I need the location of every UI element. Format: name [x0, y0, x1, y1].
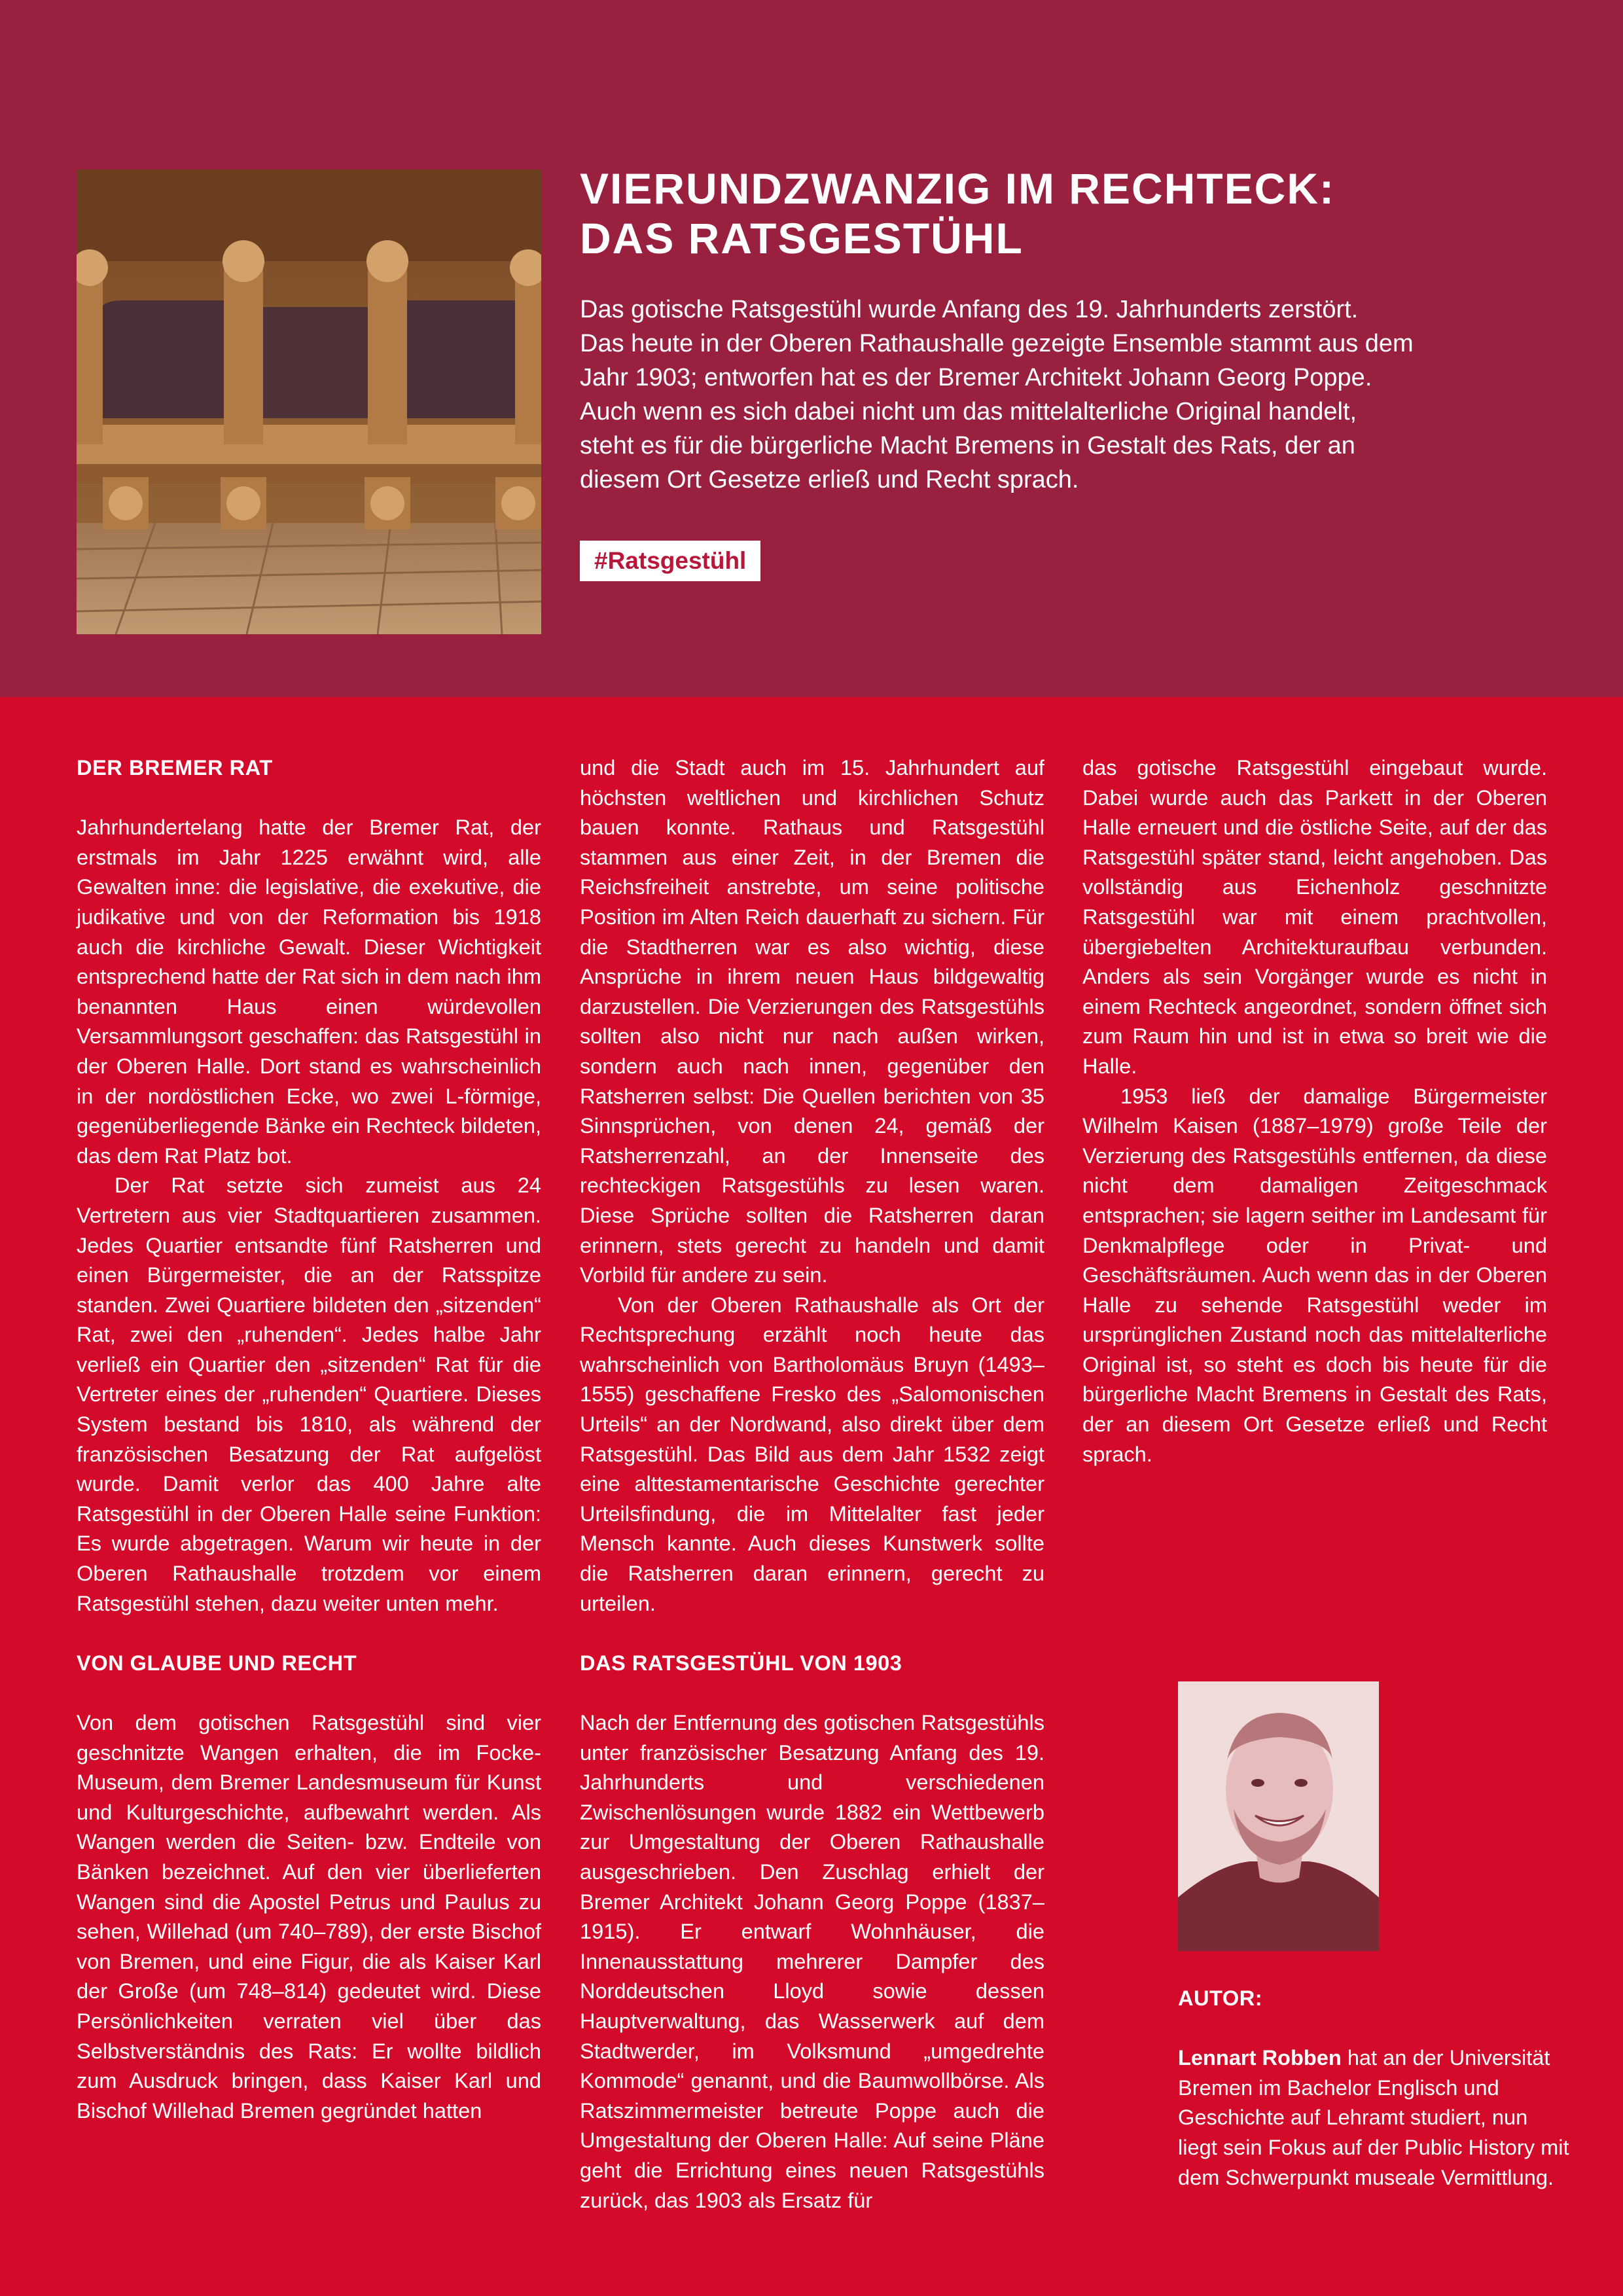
- heading-bremer-rat: DER BREMER RAT: [77, 755, 273, 780]
- paragraph-glaube-recht-2: Von der Oberen Rathaushalle als Ort der Rechtsprechung erzählt noch heute das wahrscheinlich von Bartholomäus Bruyn (1493–1555) geschaffene Fresko des „Salomonischen Urteils“ an der Nordwand, also direkt über dem Ratsgestühl. Das Bild aus dem Jahr 1532 zeigt eine alttestamentarische Geschichte gerechter Urteilsfindung, die im Mittelalter fast jeder Mensch kannte. Auch dieses Kunstwerk sollte die Ratsherren daran erinnern, gerecht zu urteilen.: [580, 1292, 1044, 1615]
- author-portrait: [1178, 1681, 1379, 1951]
- author-heading: AUTOR:: [1178, 1986, 1263, 2010]
- heading-ratsgestuehl-1903: DAS RATSGESTÜHL VON 1903: [580, 1650, 902, 1675]
- intro-line-6: diesem Ort Gesetze erließ und Recht sprach.: [580, 466, 1079, 493]
- column-2: [580, 753, 1044, 2215]
- column-3: [1082, 753, 1547, 1469]
- title-line-1: VIERUNDZWANZIG IM RECHTECK:: [580, 164, 1335, 213]
- author-name: Lennart Robben: [1178, 2045, 1342, 2070]
- paragraph-glaube-recht-1a: Von dem gotischen Ratsgestühl sind vier geschnitzte Wangen erhalten, die im Focke-Museum, dem Bremer Landesmuseum für Kunst und Kulturgeschichte, aufbewahrt werden. Als Wangen werden die Seiten- bzw. Endteile von Bänken bezeichnet. Auf den vier überlieferten Wangen sind die Apostel Petrus und Paulus zu sehen, Willehad (um 740–789), der erste Bischof von Bremen, und eine Figur, die als Kaiser Karl der Große (um 748–814) gedeutet wird. Diese Persönlichkeiten verraten viel über das Selbstverständnis des Rats: Er wollte bildlich zum Ausdruck bringen, dass Kaiser Karl und Bischof Willehad Bremen gegründet hatten: [77, 1710, 541, 2123]
- author-bio: [1178, 2043, 1571, 2192]
- hashtag-badge[interactable]: #Ratsgestühl: [580, 541, 760, 581]
- intro-line-1: Das gotische Ratsgestühl wurde Anfang des 19. Jahrhunderts zerstört.: [580, 296, 1359, 323]
- ratsgestuehl-photo: [77, 170, 541, 634]
- intro-line-4: Auch wenn es sich dabei nicht um das mittelalterliche Original handelt,: [580, 398, 1357, 425]
- intro-line-3: Jahr 1903; entworfen hat es der Bremer Architekt Johann Georg Poppe.: [580, 364, 1372, 391]
- author-bio-text: hat an der Universität Bremen im Bachelor Englisch und Geschichte auf Lehramt studiert, nun liegt sein Fokus auf der Public History mit dem Schwerpunkt museale Vermittlung.: [1178, 2045, 1569, 2189]
- intro-line-5: steht es für die bürgerliche Macht Bremens in Gestalt des Rats, der an: [580, 432, 1355, 459]
- title-line-2: DAS RATSGESTÜHL: [580, 214, 1024, 262]
- intro-paragraph: [580, 293, 1535, 497]
- paragraph-bremer-rat-1: Jahrhundertelang hatte der Bremer Rat, der erstmals im Jahr 1225 erwähnt wird, alle Gewalten inne: die legislative, die exekutive, die judikative und von der Reformation bis 1918 auch die kirchliche Gewalt. Dieser Wichtigkeit entsprechend hatte der Rat sich in dem nach ihm benannten Haus einen würdevollen Versammlungsort geschaffen: das Ratsgestühl in der Oberen Halle. Dort stand es wahrscheinlich in der nordöstlichen Ecke, wo zwei L-förmige, gegenüberliegende Bänke ein Rechteck bildeten, das dem Rat Platz bot.: [77, 815, 542, 1168]
- paragraph-bremer-rat-2: Der Rat setzte sich zumeist aus 24 Vertretern aus vier Stadtquartieren zusammen. Jedes Quartier entsandte fünf Ratsherren und einen Bürgermeister, die an der Ratsspitze standen. Zwei Quartiere bildeten den „sitzenden“ Rat, zwei den „ruhenden“. Jedes halbe Jahr verließ ein Quartier den „sitzenden“ Rat für die Vertreter eines der „ruhenden“ Quartiere. Dieses System bestand bis 1810, als während der französischen Besatzung der Rat aufgelöst wurde. Damit verlor das 400 Jahre alte Ratsgestühl in der Oberen Halle seine Funktion: Es wurde abgetragen. Warum wir heute in der Oberen Rathaushalle trotzdem vor einem Ratsgestühl stehen, dazu weiter unten mehr.: [77, 1173, 541, 1615]
- paragraph-ratsgestuehl-1903-1a: Nach der Entfernung des gotischen Ratsgestühls unter französischer Besatzung Anfang des 19. Jahrhunderts und verschiedenen Zwischenlösungen wurde 1882 ein Wettbewerb zur Umgestaltung der Oberen Rathaushalle ausgeschrieben. Den Zuschlag erhielt der Bremer Architekt Johann Georg Poppe (1837–1915). Er entwarf Wohnhäuser, die Innenausstattung mehrerer Dampfer des Norddeutschen Lloyd sowie dessen Hauptverwaltung, das Wasserwerk auf dem Stadtwerder, im Volksmund „umgedrehte Kommode“ genannt, und die Baumwollbörse. Als Ratszimmermeister betreute Poppe auch die Umgestaltung der Oberen Halle: Auf seine Pläne geht die Errichtung eines neuen Ratsgestühls zurück, das 1903 als Ersatz für: [580, 1710, 1044, 2212]
- intro-line-2: Das heute in der Oberen Rathaushalle gezeigte Ensemble stammt aus dem: [580, 330, 1414, 357]
- article-title: [580, 164, 1496, 263]
- paragraph-ratsgestuehl-1903-1b: das gotische Ratsgestühl eingebaut wurde. Dabei wurde auch das Parkett in der Oberen Halle erneuert und die östliche Seite, auf der das Ratsgestühl später stand, leicht angehoben. Das vollständig aus Eichenholz geschnitzte Ratsgestühl war mit einem prachtvollen, übergiebelten Architekturaufbau verbunden. Anders als sein Vorgänger wurde es nicht in einem Rechteck angeordnet, sondern öffnet sich zum Raum hin und ist in etwa so breit wie die Halle.: [1082, 755, 1547, 1078]
- author-box: [1178, 1983, 1571, 2192]
- column-1: [77, 753, 541, 2125]
- paragraph-glaube-recht-1b: und die Stadt auch im 15. Jahrhundert auf höchsten weltlichen und kirchlichen Schutz bauen konnte. Rathaus und Ratsgestühl stammen aus einer Zeit, in der Bremen die Reichsfreiheit anstrebte, um seine politische Position im Alten Reich dauerhaft zu sichern. Für die Stadtherren war es also wichtig, diese Ansprüche in ihrem neuen Haus bildgewaltig darzustellen. Die Verzierungen des Ratsgestühls sollten also nicht nur nach außen wirken, sondern auch nach innen, gegenüber den Ratsherren selbst: Die Quellen berichten von 35 Sinnsprüchen, von denen 24, gemäß der Ratsherrenzahl, an der Innenseite des rechteckigen Ratsgestühls zu lesen waren. Diese Sprüche sollten die Ratsherren daran erinnern, stets gerecht zu handeln und damit Vorbild für andere zu sein.: [580, 755, 1044, 1287]
- paragraph-ratsgestuehl-1903-2: 1953 ließ der damalige Bürgermeister Wilhelm Kaisen (1887–1979) große Teile der Verzierung des Ratsgestühls entfernen, da diese nicht dem damaligen Zeitgeschmack entsprachen; sie lagern seither im Landesamt für Denkmalpflege oder in Privat- und Geschäftsräumen. Auch wenn das in der Oberen Halle zu sehende Ratsgestühl weder im ursprünglichen Zustand noch das mittelalterliche Original ist, so steht es doch bis heute für die bürgerliche Macht Bremens in Gestalt des Rats, der an diesem Ort Gesetze erließ und Recht sprach.: [1082, 1083, 1547, 1466]
- heading-glaube-recht: VON GLAUBE UND RECHT: [77, 1650, 357, 1675]
